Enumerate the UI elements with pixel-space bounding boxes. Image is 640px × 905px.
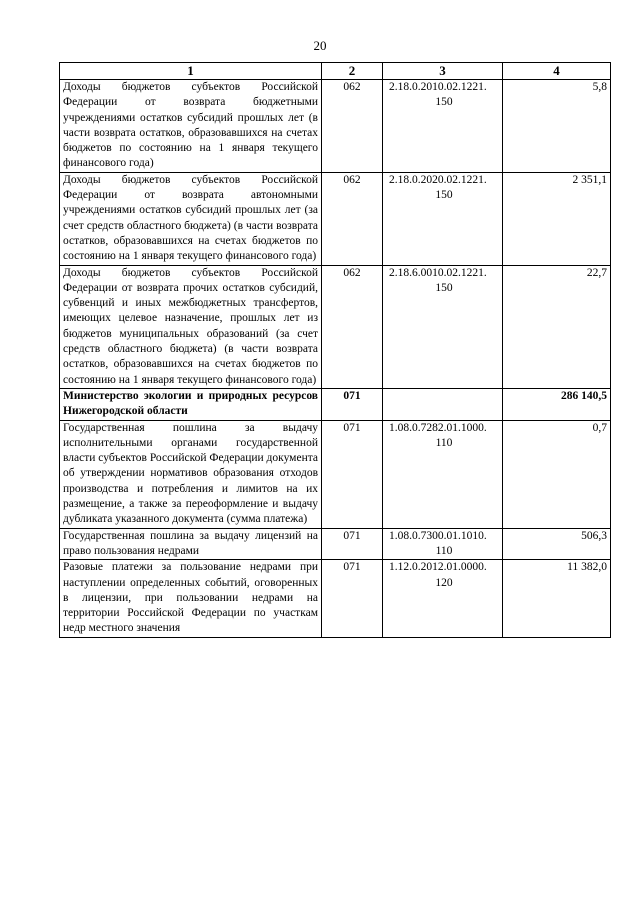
table-row-ministry	[60, 388, 611, 420]
row-name: Доходы бюджетов субъектов Российской Федерации от возврата автономными учреждениями остатков субсидий прошлых лет (за счет средств областного бюджета) (в части возврата остатков, образовавшихся на счетах бюджетов по состоянию на 1 января текущего финансового года)	[60, 172, 322, 265]
header-col-3: 3	[383, 63, 503, 80]
row-amount: 5,8	[503, 80, 611, 173]
row-amount: 22,7	[503, 265, 611, 388]
row-kbk-main: 2.18.0.2020.02.1221.	[389, 173, 487, 186]
row-name: Доходы бюджетов субъектов Российской Федерации от возврата прочих остатков субсидий, субвенций и иных межбюджетных трансфертов, имеющих целевое назначение, прошлых лет из бюджетов муниципальных образований (за счет средств областного бюджета) (в части возврата остатков, образовавшихся на счетах бюджетов по состоянию на 1 января текущего финансового года)	[60, 265, 322, 388]
row-amount: 0,7	[503, 420, 611, 528]
row-amount: 11 382,0	[503, 560, 611, 637]
row-kbk-tail: 150	[435, 189, 453, 202]
header-col-1: 1	[60, 63, 322, 80]
row-admin-code: 071	[322, 528, 383, 560]
row-admin-code: 062	[322, 265, 383, 388]
row-amount: 286 140,5	[503, 388, 611, 420]
row-kbk-tail: 150	[435, 96, 453, 109]
row-amount: 506,3	[503, 528, 611, 560]
row-admin-code: 071	[322, 420, 383, 528]
row-kbk-tail: 150	[435, 281, 453, 294]
row-admin-code: 062	[322, 172, 383, 265]
row-kbk-main: 1.08.0.7282.01.1000.	[389, 421, 487, 434]
table-row	[60, 528, 611, 560]
row-kbk-tail: 110	[435, 436, 453, 449]
row-kbk	[383, 80, 503, 173]
row-kbk-tail: 110	[435, 544, 453, 557]
row-name: Государственная пошлина за выдачу лицензий на право пользования недрами	[60, 528, 322, 560]
row-kbk-main: 1.08.0.7300.01.1010.	[389, 529, 487, 542]
row-name: Государственная пошлина за выдачу исполнительными органами государственной власти субъектов Российской Федерации документа об утверждении нормативов образования отходов производства и потребления и лимитов на их размещение, а также за переоформление и выдачу дубликата указанного документа (сумма платежа)	[60, 420, 322, 528]
table-row	[60, 80, 611, 173]
row-kbk	[383, 388, 503, 420]
row-name: Разовые платежи за пользование недрами при наступлении определенных событий, оговоренных в лицензии, при пользовании недрами на территории Российской Федерации по участкам недр местного значения	[60, 560, 322, 637]
row-kbk-main: 2.18.6.0010.02.1221.	[389, 266, 487, 279]
row-kbk	[383, 528, 503, 560]
row-kbk-main: 2.18.0.2010.02.1221.	[389, 81, 487, 93]
row-admin-code: 071	[322, 388, 383, 420]
row-admin-code: 062	[322, 80, 383, 173]
row-name: Министерство экологии и природных ресурсов Нижегородской области	[60, 388, 322, 420]
row-kbk	[383, 172, 503, 265]
row-kbk-tail: 120	[435, 576, 453, 589]
row-kbk	[383, 265, 503, 388]
revenue-table	[59, 62, 611, 638]
table-row	[60, 560, 611, 637]
header-col-2: 2	[322, 63, 383, 80]
table-row	[60, 265, 611, 388]
row-kbk	[383, 560, 503, 637]
header-col-4: 4	[503, 63, 611, 80]
row-kbk-main: 1.12.0.2012.01.0000.	[389, 561, 487, 574]
row-kbk	[383, 420, 503, 528]
table-row	[60, 420, 611, 528]
row-admin-code: 071	[322, 560, 383, 637]
row-name: Доходы бюджетов субъектов Российской Федерации от возврата бюджетными учреждениями остатков субсидий прошлых лет (в части возврата остатков, образовавшихся на счетах бюджетов по состоянию на 1 января текущего финансового года)	[60, 80, 322, 173]
table-row	[60, 172, 611, 265]
row-amount: 2 351,1	[503, 172, 611, 265]
table-header-row	[60, 63, 611, 80]
page-number: 20	[313, 38, 327, 53]
